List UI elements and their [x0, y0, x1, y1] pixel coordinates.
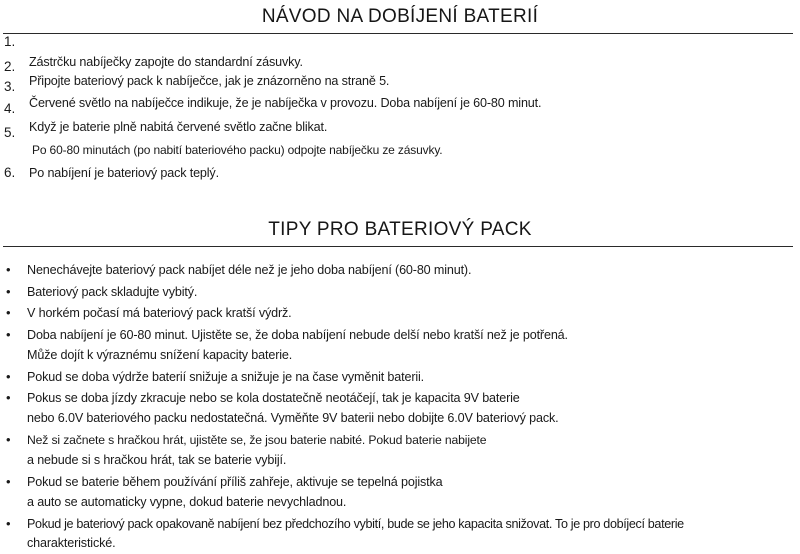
charging-section-rule [3, 33, 793, 34]
step-text: Připojte bateriový pack k nabíječce, jak je znázorněno na straně 5. [29, 74, 390, 88]
step-number: 6. [4, 165, 16, 180]
charging-section-title: NÁVOD NA DOBÍJENÍ BATERIÍ [261, 6, 539, 27]
tip-text: Nenechávejte bateriový pack nabíjet déle než je jeho doba nabíjení (60-80 minut). [27, 263, 472, 277]
tips-section-rule [3, 246, 793, 247]
tip-text: charakteristické. [27, 536, 116, 550]
tip-text: a nebude si s hračkou hrát, tak se baterie vybijí. [27, 453, 287, 467]
bullet-icon: • [6, 516, 11, 531]
step-text: Když je baterie plně nabitá červené světlo začne blikat. [29, 120, 328, 134]
step-number: 1. [4, 34, 16, 49]
tip-text: Než si začnete s hračkou hrát, ujistěte se, že jsou baterie nabité. Pokud baterie nabijete [27, 433, 487, 447]
tip-text: Pokud se baterie během používání příliš zahřeje, aktivuje se tepelná pojistka [27, 475, 443, 489]
step-number: 2. [4, 59, 16, 74]
step-text: Po nabíjení je bateriový pack teplý. [29, 166, 219, 180]
bullet-icon: • [6, 305, 11, 320]
step-number: 4. [4, 101, 16, 116]
bullet-icon: • [6, 284, 11, 299]
tip-text: Doba nabíjení je 60-80 minut. Ujistěte se, že doba nabíjení nebude delší nebo kratší než je potřená. [27, 328, 568, 342]
tip-text: Pokus se doba jízdy zkracuje nebo se kola dostatečně neotáčejí, tak je kapacita 9V baterie [27, 391, 520, 405]
tip-text: Pokud je bateriový pack opakovaně nabíjení bez předchozího vybití, bude se jeho kapacita snižovat. To je pro dobíjecí baterie [27, 517, 684, 531]
bullet-icon: • [6, 262, 11, 277]
step-text: Po 60-80 minutách (po nabití bateriového packu) odpojte nabíječku ze zásuvky. [32, 143, 443, 157]
tip-text: nebo 6.0V bateriového packu nedostatečná. Vyměňte 9V baterii nebo dobijte 6.0V bateriový pack. [27, 411, 559, 425]
step-text: Zástrčku nabíječky zapojte do standardní zásuvky. [29, 55, 303, 69]
bullet-icon: • [6, 432, 11, 447]
tip-text: Pokud se doba výdrže baterií snižuje a snižuje je na čase vyměnit baterii. [27, 370, 425, 384]
bullet-icon: • [6, 390, 11, 405]
tip-text: V horkém počasí má bateriový pack kratší výdrž. [27, 306, 292, 320]
step-number: 5. [4, 125, 16, 140]
tip-text: Může dojít k výraznému snížení kapacity baterie. [27, 348, 293, 362]
bullet-icon: • [6, 327, 11, 342]
tips-section-title: TIPY PRO BATERIOVÝ PACK [268, 219, 532, 240]
bullet-icon: • [6, 474, 11, 489]
tip-text: Bateriový pack skladujte vybitý. [27, 285, 198, 299]
tip-text: a auto se automaticky vypne, dokud baterie nevychladnou. [27, 495, 347, 509]
step-text: Červené světlo na nabíječce indikuje, že je nabíječka v provozu. Doba nabíjení je 60-80 minut. [29, 96, 542, 110]
bullet-icon: • [6, 369, 11, 384]
step-number: 3. [4, 79, 16, 94]
